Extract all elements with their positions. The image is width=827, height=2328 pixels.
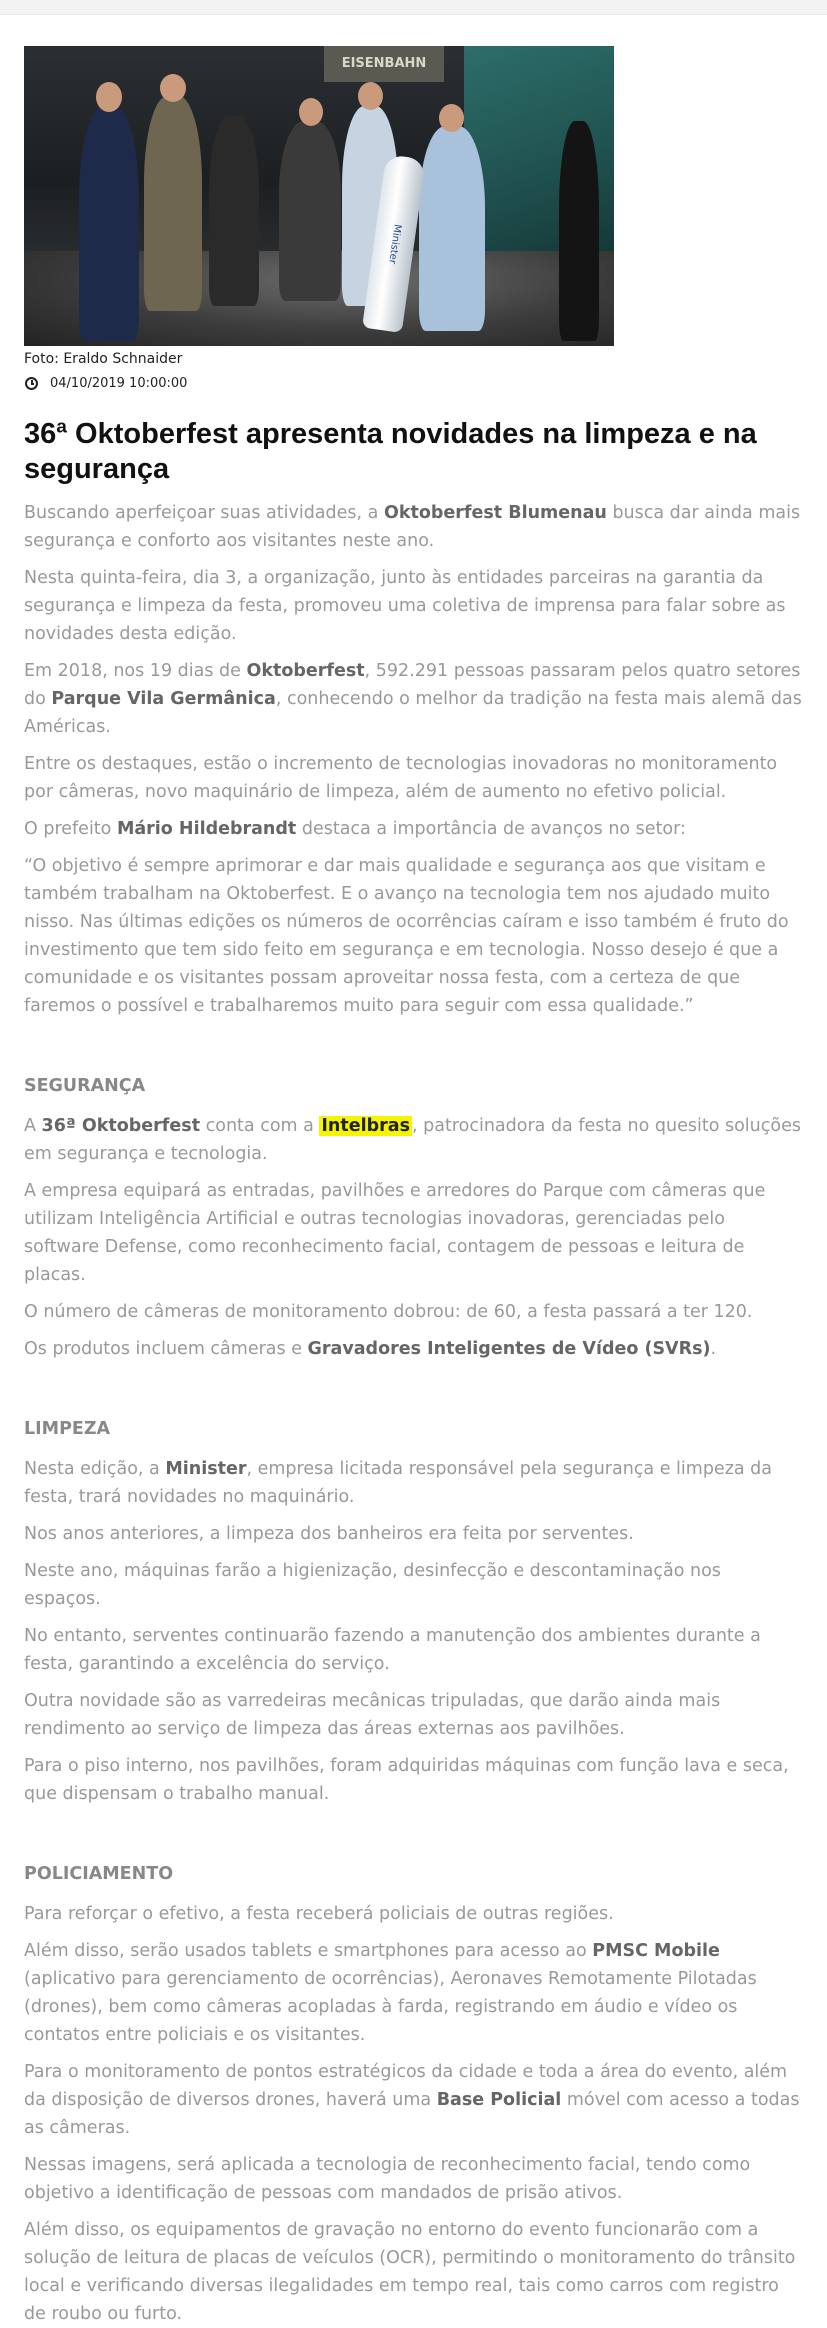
photo-person	[559, 121, 599, 341]
paragraph	[24, 1112, 803, 1168]
bold-text: Gravadores Inteligentes de Vídeo (SVRs)	[307, 1339, 711, 1359]
text: .	[710, 1339, 717, 1359]
text: (aplicativo para gerenciamento de ocorrências), Aeronaves Remotamente Pilotadas (drones), bem como câmeras acopladas à farda, registrando em áudio e vídeo os contatos entre policiais e os visitantes.	[24, 1969, 757, 2045]
text: O prefeito	[24, 819, 117, 839]
publish-date-text: 04/10/2019 10:00:00	[50, 376, 188, 391]
text: , patrocinadora da festa no quesito soluções em segurança e tecnologia.	[24, 1116, 801, 1164]
bold-text: Mário Hildebrandt	[116, 819, 297, 839]
section-heading-seguranca: SEGURANÇA	[24, 1076, 146, 1096]
photo-caption: Foto: Eraldo Schnaider	[24, 351, 183, 367]
photo-person	[209, 116, 259, 306]
paragraph: O número de câmeras de monitoramento dobrou: de 60, a festa passará a ter 120.	[24, 1302, 753, 1322]
paragraph	[24, 1335, 803, 1363]
photo-person-head	[439, 104, 464, 132]
highlighted-text: Intelbras	[321, 1116, 411, 1136]
paragraph: A empresa equipará as entradas, pavilhões e arredores do Parque com câmeras que utilizam Inteligência Artificial e outras tecnologias inovadoras, gerenciadas pelo software Defense, como reconhecimento facial, contagem de pessoas e leitura de placas.	[24, 1181, 766, 1285]
photo-person-head	[160, 74, 186, 102]
text: , empresa licitada responsável pela segurança e limpeza da festa, trará novidades no maquinário.	[24, 1459, 772, 1507]
text: Em 2018, nos 19 dias de	[24, 661, 247, 681]
text: móvel com acesso a todas as câmeras.	[24, 2090, 800, 2138]
photo-person	[144, 96, 202, 311]
text: Além disso, serão usados tablets e smartphones para acesso ao	[24, 1941, 593, 1961]
photo-banner: EISENBAHN	[324, 46, 444, 82]
paragraph: Nesta quinta-feira, dia 3, a organização, junto às entidades parceiras na garantia da segurança e limpeza da festa, promoveu uma coletiva de imprensa para falar sobre as novidades desta edição.	[24, 568, 786, 644]
paragraph: Para reforçar o efetivo, a festa receberá policiais de outras regiões.	[24, 1904, 614, 1924]
article-photo	[24, 46, 614, 346]
article	[0, 46, 827, 2328]
text: conta com a	[200, 1116, 320, 1136]
text: A	[24, 1116, 42, 1136]
paragraph	[24, 1455, 803, 1511]
text: busca dar ainda mais segurança e conforto aos visitantes neste ano.	[24, 503, 801, 551]
paragraph: Neste ano, máquinas farão a higienização, desinfecção e descontaminação nos espaços.	[24, 1561, 721, 1609]
photo-person-head	[299, 98, 323, 126]
text: Para o monitoramento de pontos estratégicos da cidade e toda a área do evento, além da disposição de diversos drones, haverá uma	[24, 2062, 788, 2110]
bold-text: Oktoberfest	[246, 661, 365, 681]
publish-date	[24, 376, 803, 391]
photo-cleaning-machine: Minister	[362, 154, 426, 333]
section-heading-limpeza: LIMPEZA	[24, 1419, 111, 1439]
text: , 592.291 pessoas passaram pelos quatro setores do	[24, 661, 801, 709]
paragraph: Além disso, os equipamentos de gravação no entorno do evento funcionarão com a solução de leitura de placas de veículos (OCR), permitindo o monitoramento do trânsito local e verificando diversas ilegalidades em tempo real, tais como carros com registro de roubo ou furto.	[24, 2220, 796, 2324]
bold-text: PMSC Mobile	[592, 1941, 720, 1961]
text: Os produtos incluem câmeras e	[24, 1339, 308, 1359]
article-body	[24, 499, 803, 2328]
photo-person	[79, 106, 139, 341]
text: , conhecendo o melhor da tradição na festa mais alemã das Américas.	[24, 689, 802, 737]
bold-text: Parque Vila Germânica	[51, 689, 276, 709]
paragraph	[24, 1937, 803, 2049]
top-bar	[0, 0, 827, 15]
paragraph: Para o piso interno, nos pavilhões, foram adquiridas máquinas com função lava e seca, que dispensam o trabalho manual.	[24, 1756, 789, 1804]
photo-person-head	[358, 82, 383, 110]
paragraph: Nos anos anteriores, a limpeza dos banheiros era feita por serventes.	[24, 1524, 634, 1544]
text: Nesta edição, a	[24, 1459, 166, 1479]
paragraph: Entre os destaques, estão o incremento de tecnologias inovadoras no monitoramento por câmeras, novo maquinário de limpeza, além de aumento no efetivo policial.	[24, 754, 778, 802]
bold-text: 36ª Oktoberfest	[41, 1116, 201, 1136]
quote-paragraph: “O objetivo é sempre aprimorar e dar mais qualidade e segurança aos que visitam e também trabalham na Oktoberfest. E o avanço na tecnologia tem nos ajudado muito nisso. Nas últimas edições os números de ocorrências caíram e isso também é fruto do investimento que tem sido feito em segurança e em tecnologia. Nosso desejo é que a comunidade e os visitantes possam aproveitar nossa festa, com a certeza de que faremos o possível e trabalharemos muito para seguir com essa qualidade.”	[24, 856, 789, 1016]
text: destaca a importância de avanços no setor:	[296, 819, 686, 839]
bold-text: Base Policial	[436, 2090, 562, 2110]
section-heading-policiamento: POLICIAMENTO	[24, 1864, 174, 1884]
bold-text: Oktoberfest Blumenau	[383, 503, 607, 523]
photo-person-head	[96, 82, 122, 112]
paragraph	[24, 815, 803, 843]
bold-text: Minister	[165, 1459, 247, 1479]
clock-icon	[25, 377, 38, 390]
article-title: 36ª Oktoberfest apresenta novidades na limpeza e na segurança	[24, 418, 757, 485]
paragraph	[24, 657, 803, 741]
paragraph: No entanto, serventes continuarão fazendo a manutenção dos ambientes durante a festa, garantindo a excelência do serviço.	[24, 1626, 761, 1674]
paragraph: Nessas imagens, será aplicada a tecnologia de reconhecimento facial, tendo como objetivo a identificação de pessoas com mandados de prisão ativos.	[24, 2155, 751, 2203]
paragraph	[24, 499, 803, 555]
photo-person	[279, 121, 341, 301]
photo-person	[419, 126, 485, 331]
text: Buscando aperfeiçoar suas atividades, a	[24, 503, 384, 523]
paragraph	[24, 2058, 803, 2142]
paragraph: Outra novidade são as varredeiras mecânicas tripuladas, que darão ainda mais rendimento ao serviço de limpeza das áreas externas aos pavilhões.	[24, 1691, 721, 1739]
